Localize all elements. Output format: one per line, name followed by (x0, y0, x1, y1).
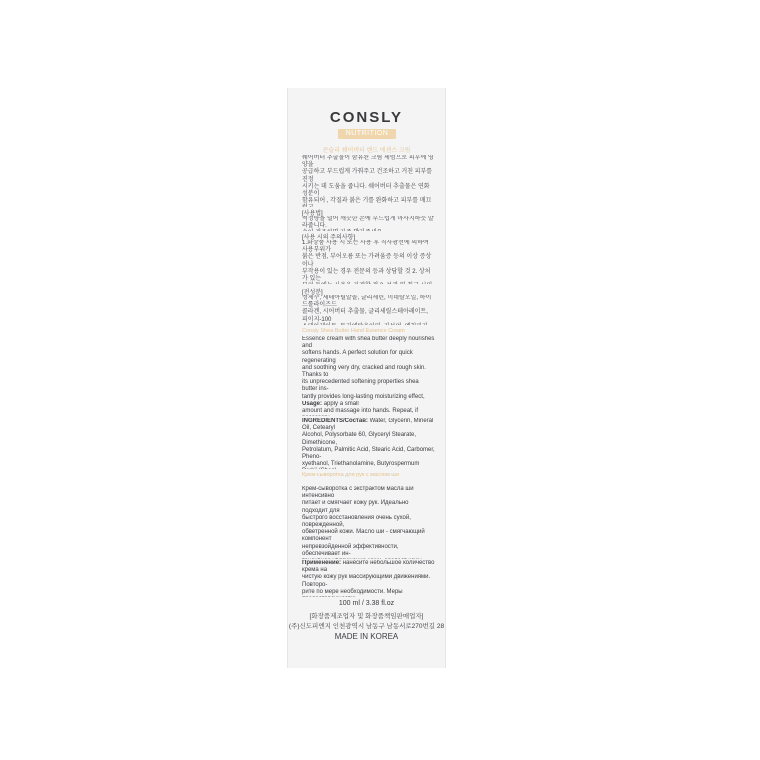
product-line-label: NUTRITION (345, 130, 389, 137)
russian-usage (302, 560, 435, 597)
russian-usage-text: нанесите небольшое количество крема на чистую кожу рук массирующими движениями. Повторо- рите по мере необходимости. Меры (302, 560, 435, 595)
volume-label: 100 ml / 3.38 fl.oz (338, 600, 395, 607)
russian-usage-label: Применение: (302, 560, 342, 566)
manufacturer-address: (주)신도피엔지 인천광역시 남동구 남동서로270번길 28 (288, 623, 445, 630)
english-product-name: Consly Shea Butter Hand Essence Cream (302, 328, 405, 334)
korean-caution-heading: [사용 시의 주의사항] (302, 235, 356, 241)
brand-logo: CONSLY (329, 109, 404, 126)
product-box-back-panel (287, 88, 446, 668)
korean-usage-text: 적정량을 덜어 깨끗한 손에 부드럽게 마사지하듯 발라줍니다. (302, 216, 434, 230)
korean-ingredients-text: 정제수, 세테아릴알콜, 글리세린, 미네랄오일, 하이드롤라이즈드 콜라겐, 시어버터 추출물, 글리세릴스테아레이트, 피이지-100 (302, 295, 432, 323)
ingredients-text: Water, Glycerin, Mineral Oil, Cetearyl Alcohol, Polysorbate 60, Glyceryl Stearate, Dimethicone, Petrolatum, Palmitic Acid, Stearic Acid, Carbomer, Pheno- xyethanol, Triethanolamine, Butyrospermum (302, 418, 435, 468)
english-usage-label: Usage: (302, 401, 323, 407)
english-description: Essence cream with shea butter deeply nourishes and softens hands. A perfect solution for quick regenerating and soothing very dry, cracked and rough skin. Thanks to its unprecedented softening properties shea butter ins- tantly provides long-lasting moisturizing effect, (302, 336, 435, 400)
korean-ingredients-heading: [전성분] (302, 290, 323, 296)
ingredients-block (302, 418, 435, 469)
manufacturer-heading: [화장품제조업자 및 화장품책임판매업자] (309, 613, 424, 620)
product-line-badge (338, 129, 396, 139)
ingredients-label: INGREDIENTS/Состав: (302, 418, 368, 424)
english-usage (302, 401, 435, 416)
russian-description: Крем-сыворотка с экстрактом масла ши интенсивно питает и смягчает кожу рук. Идеально подходит для быстрого восстановления очень сухой, поврежденной, обветренной кожи. Масло ши - смягчающий компонент непревзойденной эффективности, обеспечивает ин- (302, 486, 425, 557)
korean-product-name: 콘슬리 쉐어버터 핸드 에센스 크림 (322, 148, 411, 154)
korean-usage-heading: [사용법] (302, 211, 323, 217)
korean-caution-text: 1.화장품 사용 시 또는 사용 후 직사광선에 의하여 사용부위가 붉은 반점, 부어오름 또는 가려움증 등의 이상 증상이나 부작용이 있는 경우 전문의 등과 상담할 것 2. 상처가 있는 (302, 240, 432, 283)
russian-product-name: Крем-сыворотка для рук с маслом ши (302, 472, 399, 478)
english-usage-text: apply a small amount and massage into hands. Repeat, if (302, 401, 419, 415)
origin-label: MADE IN KOREA (334, 632, 399, 641)
korean-description: 쉐어버터 추출물이 함유된 크림 세럼으로 피부에 영양을 공급하고 부드럽게 가꿔주고 건조하고 거친 피부를 진정 시키는 데 도움을 줍니다. 쉐어버터 추출물은 연화 성분이 함유되어 , 각질과 붉은 기를 완화하고 피부를 매끄 (302, 155, 434, 205)
